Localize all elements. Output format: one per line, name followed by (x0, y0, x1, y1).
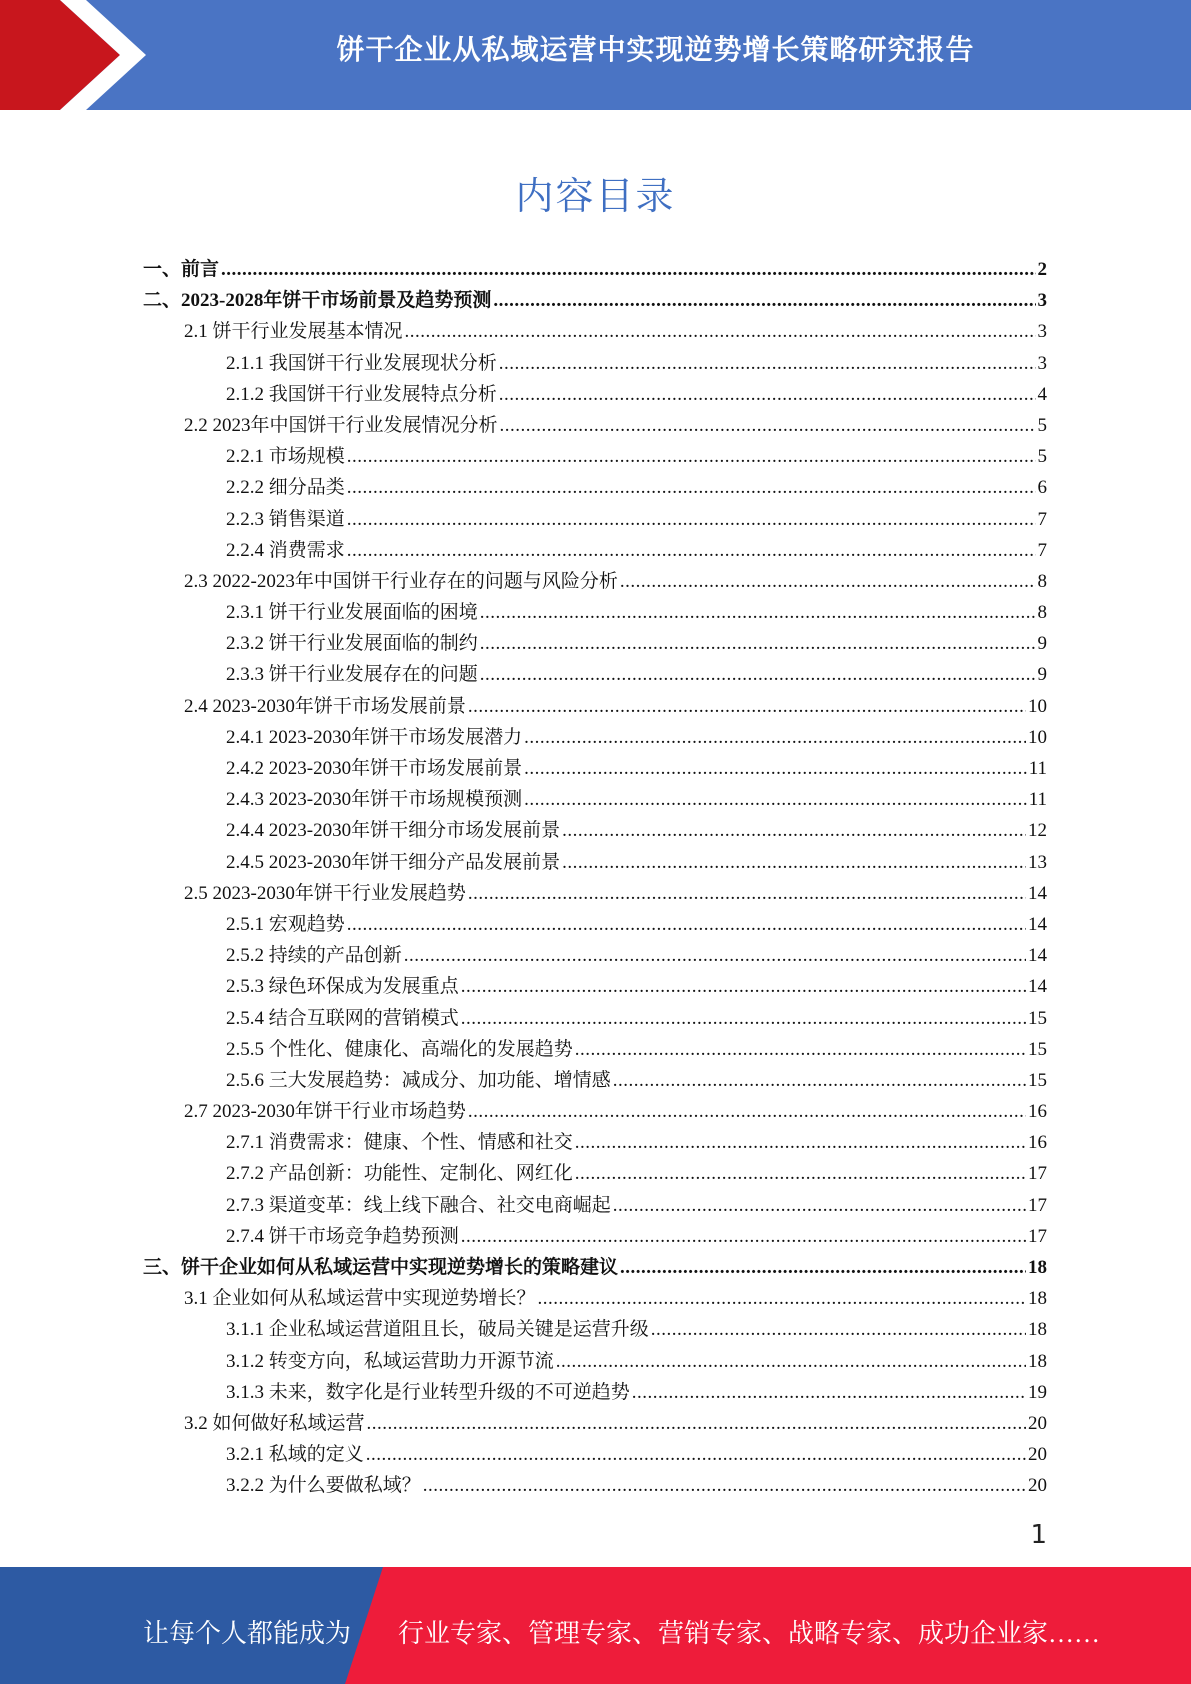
toc-entry-page: 17 (1028, 1194, 1047, 1216)
toc-entry[interactable] (143, 815, 1047, 846)
toc-dot-leader (405, 316, 1036, 347)
toc-entry-page: 3 (1037, 352, 1047, 374)
toc-entry-label: 2.7 2023-2030年饼干行业市场趋势 (184, 1101, 466, 1123)
toc-dot-leader (613, 1190, 1026, 1221)
toc-dot-leader (500, 410, 1036, 441)
toc-entry-label: 2.7.1 消费需求：健康、个性、情感和社交 (226, 1132, 573, 1154)
toc-dot-leader (538, 1283, 1026, 1314)
toc-entry-label: 2.4.1 2023-2030年饼干市场发展潜力 (226, 726, 523, 748)
toc-entry-label: 2.2.2 细分品类 (226, 477, 345, 499)
toc-entry[interactable] (143, 878, 1047, 909)
toc-entry-page: 5 (1037, 446, 1047, 468)
toc-entry[interactable] (143, 1377, 1047, 1408)
toc-dot-leader (367, 1408, 1026, 1439)
toc-entry[interactable] (143, 254, 1047, 285)
toc-dot-leader (468, 878, 1026, 909)
toc-entry[interactable] (143, 1346, 1047, 1377)
toc-dot-leader (562, 815, 1026, 846)
page-footer (0, 1567, 1191, 1684)
page-header (0, 0, 1191, 110)
toc-entry-label: 3.1.2 转变方向，私域运营助力开源节流 (226, 1350, 554, 1372)
page-number: 1 (1030, 1520, 1047, 1550)
toc-entry-page: 8 (1037, 570, 1047, 592)
toc-entry-label: 2.5.2 持续的产品创新 (226, 945, 402, 967)
toc-entry-label: 2.4.5 2023-2030年饼干细分产品发展前景 (226, 851, 561, 873)
toc-heading: 内容目录 (515, 174, 676, 218)
toc-entry[interactable] (143, 316, 1047, 347)
toc-entry-label: 3.2.2 为什么要做私域？ (226, 1475, 421, 1497)
toc-entry[interactable] (143, 472, 1047, 503)
toc-entry-label: 2.1 饼干行业发展基本情况 (184, 321, 403, 343)
toc-dot-leader (575, 1034, 1026, 1065)
footer-roles: 行业专家、管理专家、营销专家、战略专家、成功企业家…… (398, 1619, 1101, 1648)
toc-entry[interactable] (143, 441, 1047, 472)
toc-entry-label: 2.5.4 结合互联网的营销模式 (226, 1007, 459, 1029)
toc-entry-label: 2.2.4 消费需求 (226, 539, 345, 561)
toc-entry-label: 2.2.3 销售渠道 (226, 508, 345, 530)
toc-dot-leader (423, 1470, 1026, 1501)
toc-entry-label: 2.3 2022-2023年中国饼干行业存在的问题与风险分析 (184, 570, 618, 592)
toc-dot-leader (499, 348, 1036, 379)
toc-entry-label: 3.1 企业如何从私域运营中实现逆势增长？ (184, 1288, 536, 1310)
toc-dot-leader (575, 1127, 1026, 1158)
toc-dot-leader (632, 1377, 1026, 1408)
toc-entry[interactable] (143, 348, 1047, 379)
toc-entry-label: 2.5.1 宏观趋势 (226, 913, 345, 935)
toc-entry-label: 2.1.1 我国饼干行业发展现状分析 (226, 352, 497, 374)
toc-entry-label: 2.3.3 饼干行业发展存在的问题 (226, 664, 478, 686)
toc-entry-label: 3.1.3 未来，数字化是行业转型升级的不可逆趋势 (226, 1381, 630, 1403)
toc-entry-page: 20 (1028, 1444, 1047, 1466)
toc-entry-page: 15 (1028, 1007, 1047, 1029)
toc-dot-leader (620, 1252, 1026, 1283)
toc-dot-leader (468, 1096, 1026, 1127)
toc-dot-leader (524, 722, 1026, 753)
toc-entry-page: 18 (1028, 1288, 1047, 1310)
toc-entry[interactable] (143, 535, 1047, 566)
toc-entry-label: 2.5.3 绿色环保成为发展重点 (226, 976, 459, 998)
toc-dot-leader (468, 691, 1026, 722)
toc-dot-leader (461, 1003, 1026, 1034)
toc-dot-leader (404, 940, 1026, 971)
toc-entry[interactable] (143, 784, 1047, 815)
toc-entry[interactable] (143, 410, 1047, 441)
toc-entry-label: 2.7.3 渠道变革：线上线下融合、社交电商崛起 (226, 1194, 611, 1216)
toc-dot-leader (347, 535, 1036, 566)
toc-entry-label: 2.2 2023年中国饼干行业发展情况分析 (184, 414, 498, 436)
toc-entry-label: 3.2 如何做好私域运营 (184, 1412, 365, 1434)
toc-entry-page: 9 (1037, 633, 1047, 655)
toc-dot-leader (221, 254, 1035, 285)
toc-entry-label: 2.2.1 市场规模 (226, 446, 345, 468)
toc-entry-label: 2.5.6 三大发展趋势：减成分、加功能、增情感 (226, 1069, 611, 1091)
toc-entry-page: 18 (1028, 1350, 1047, 1372)
toc-entry-page: 5 (1037, 414, 1047, 436)
toc-dot-leader (575, 1158, 1026, 1189)
toc-dot-leader (461, 971, 1026, 1002)
toc-entry-label: 2.5.5 个性化、健康化、高端化的发展趋势 (226, 1038, 573, 1060)
toc-entry[interactable] (143, 1127, 1047, 1158)
toc-entry-label: 2.4.2 2023-2030年饼干市场发展前景 (226, 758, 523, 779)
toc-entry-label: 3.2.1 私域的定义 (226, 1444, 364, 1466)
toc-entry-label: 2.4.3 2023-2030年饼干市场规模预测 (226, 789, 523, 811)
footer-slogan: 让每个人都能成为 (143, 1619, 352, 1648)
toc-entry[interactable] (143, 971, 1047, 1002)
toc-dot-leader (613, 1065, 1026, 1096)
toc-entry-page: 6 (1037, 477, 1047, 499)
toc-dot-leader (556, 1346, 1026, 1377)
toc-entry-page: 15 (1028, 1038, 1047, 1060)
toc-dot-leader (480, 659, 1036, 690)
toc-entry[interactable] (143, 1034, 1047, 1065)
toc-entry-page: 3 (1037, 321, 1047, 343)
toc-entry[interactable] (143, 940, 1047, 971)
toc-entry[interactable] (143, 1158, 1047, 1189)
toc-entry-page: 18 (1028, 1319, 1047, 1341)
toc-entry-label: 2.4.4 2023-2030年饼干细分市场发展前景 (226, 820, 561, 842)
toc-entry[interactable] (143, 1408, 1047, 1439)
toc-entry[interactable] (143, 1065, 1047, 1096)
toc-entry-label: 2.3.1 饼干行业发展面临的困境 (226, 602, 478, 624)
toc-entry-page: 9 (1037, 664, 1047, 686)
toc-entry[interactable] (143, 379, 1047, 410)
toc-dot-leader (524, 784, 1027, 815)
toc-entry-page: 7 (1037, 508, 1047, 530)
toc-dot-leader (347, 909, 1026, 940)
toc-entry-label: 2.7.2 产品创新：功能性、定制化、网红化 (226, 1163, 573, 1185)
toc-entry[interactable] (143, 909, 1047, 940)
toc-dot-leader (366, 1439, 1026, 1470)
toc-entry[interactable] (143, 504, 1047, 535)
toc-entry-page: 13 (1028, 851, 1047, 873)
toc-entry-label: 2.1.2 我国饼干行业发展特点分析 (226, 383, 497, 405)
toc-entry[interactable] (143, 1221, 1047, 1252)
toc-entry[interactable] (143, 753, 1047, 784)
toc-entry[interactable] (143, 628, 1047, 659)
toc-entry[interactable] (143, 1439, 1047, 1470)
toc-dot-leader (493, 285, 1035, 316)
toc-entry-page: 19 (1028, 1381, 1047, 1403)
toc-entry-page: 17 (1028, 1225, 1047, 1247)
toc-entry-page: 20 (1028, 1475, 1047, 1497)
toc-entry-page: 11 (1028, 758, 1047, 779)
toc-entry-page: 15 (1028, 1069, 1047, 1091)
toc-dot-leader (524, 753, 1027, 784)
toc-dot-leader (347, 472, 1036, 503)
toc-entry-label: 一、前言 (143, 259, 220, 280)
toc-entry-page: 14 (1028, 882, 1047, 904)
toc-entry[interactable] (143, 1470, 1047, 1501)
toc-entry[interactable] (143, 1314, 1047, 1345)
toc-entry[interactable] (143, 1190, 1047, 1221)
toc-dot-leader (347, 504, 1036, 535)
toc-entry[interactable] (143, 566, 1047, 597)
toc-entry-page: 10 (1028, 695, 1047, 717)
toc-entry[interactable] (143, 1283, 1047, 1314)
toc-entry-page: 14 (1028, 976, 1047, 998)
toc-entry-page: 4 (1037, 383, 1047, 405)
toc-entry-label: 2.4 2023-2030年饼干市场发展前景 (184, 695, 466, 717)
toc-entry-page: 14 (1028, 913, 1047, 935)
toc-entry-label: 三、饼干企业如何从私域运营中实现逆势增长的策略建议 (143, 1257, 619, 1278)
toc-entry-label: 3.1.1 企业私域运营道阻且长，破局关键是运营升级 (226, 1319, 649, 1341)
toc-entry-page: 17 (1028, 1163, 1047, 1185)
report-title: 饼干企业从私域运营中实现逆势增长策略研究报告 (336, 33, 975, 66)
toc-entry-page: 16 (1028, 1101, 1047, 1123)
toc-entry-label: 二、2023-2028年饼干市场前景及趋势预测 (143, 290, 492, 312)
toc-entry[interactable] (143, 847, 1047, 878)
toc-dot-leader (620, 566, 1036, 597)
toc-entry-page: 2 (1037, 259, 1047, 280)
toc-entry-page: 3 (1037, 290, 1047, 312)
toc-entry[interactable] (143, 1003, 1047, 1034)
table-of-contents (143, 254, 1047, 1502)
toc-entry-page: 18 (1028, 1257, 1047, 1278)
toc-entry-page: 10 (1028, 726, 1047, 748)
toc-dot-leader (499, 379, 1036, 410)
toc-entry[interactable] (143, 691, 1047, 722)
toc-entry-page: 14 (1028, 945, 1047, 967)
toc-entry-page: 7 (1037, 539, 1047, 561)
toc-entry[interactable] (143, 1096, 1047, 1127)
toc-entry-label: 2.7.4 饼干市场竞争趋势预测 (226, 1225, 459, 1247)
toc-entry-page: 8 (1037, 602, 1047, 624)
toc-entry-page: 12 (1028, 820, 1047, 842)
toc-entry-page: 20 (1028, 1412, 1047, 1434)
toc-dot-leader (651, 1314, 1026, 1345)
toc-entry-label: 2.5 2023-2030年饼干行业发展趋势 (184, 882, 466, 904)
toc-entry[interactable] (143, 722, 1047, 753)
toc-entry-label: 2.3.2 饼干行业发展面临的制约 (226, 633, 478, 655)
toc-entry-page: 16 (1028, 1132, 1047, 1154)
toc-entry[interactable] (143, 285, 1047, 316)
toc-dot-leader (461, 1221, 1026, 1252)
toc-entry-page: 11 (1028, 789, 1047, 811)
toc-dot-leader (562, 847, 1026, 878)
toc-entry[interactable] (143, 659, 1047, 690)
toc-entry[interactable] (143, 1252, 1047, 1283)
toc-dot-leader (480, 597, 1036, 628)
toc-dot-leader (480, 628, 1036, 659)
toc-dot-leader (347, 441, 1036, 472)
toc-entry[interactable] (143, 597, 1047, 628)
